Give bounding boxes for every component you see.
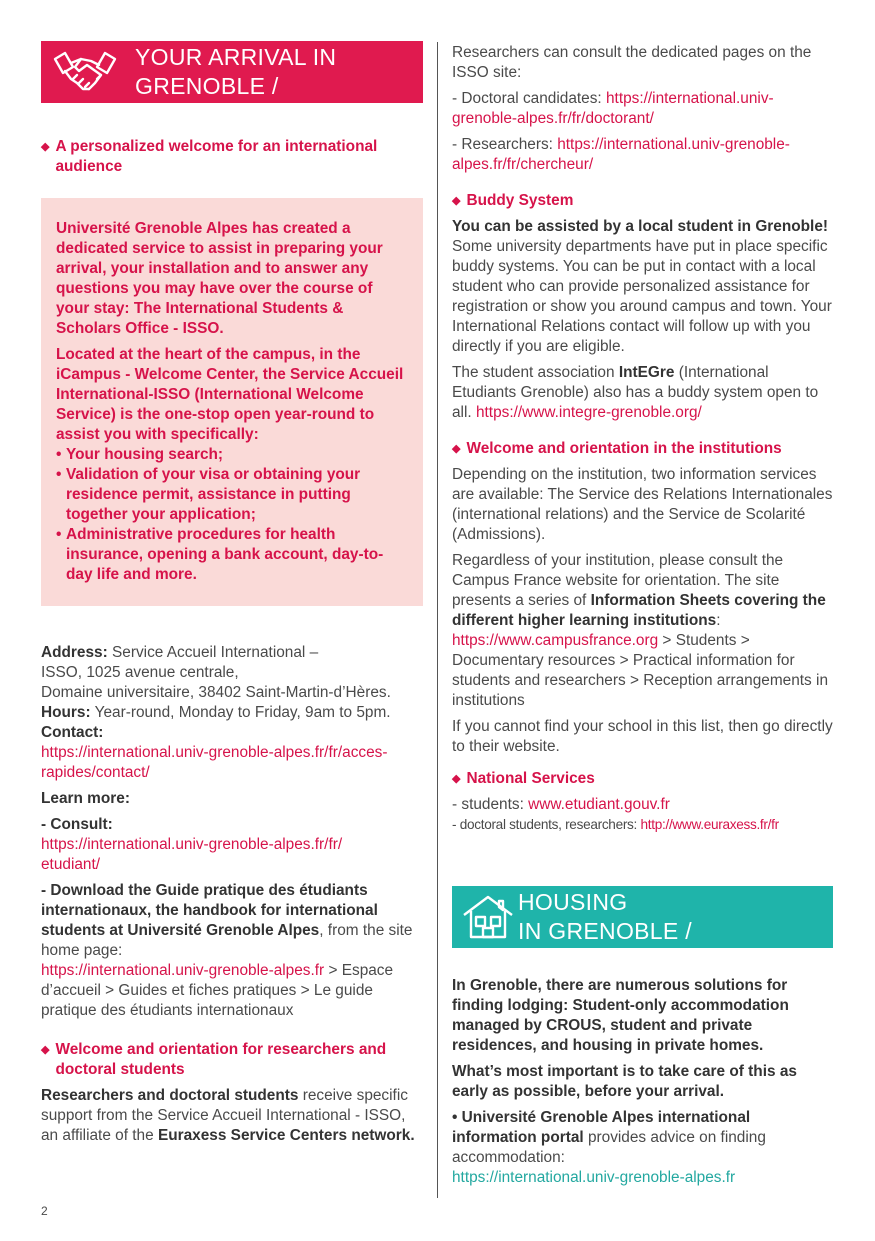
learn-more-label: Learn more: — [41, 790, 130, 807]
arrival-banner — [41, 41, 423, 103]
integre-text: The student association IntEGre (International Etudiants Grenoble) also has a buddy system open to all. https://www.integre-grenoble.org/ — [452, 364, 819, 421]
column-divider — [437, 42, 438, 1198]
heading-buddy-system: ◆ Buddy System — [452, 192, 574, 209]
box-paragraph-2: Located at the heart of the campus, in the iCampus - Welcome Center, the Service Accueil International-ISSO (International Welcome Service) is the one-stop open year-round to assist you with specifically: — [56, 346, 404, 443]
school-text: If you cannot find your school in this list, then go directly to their website. — [452, 718, 833, 755]
doctorant-link[interactable]: https://international.univ- grenoble-alpes.fr/fr/doctorant/ — [452, 90, 774, 127]
guide-link[interactable]: https://international.univ-grenoble-alpes.fr — [41, 962, 325, 979]
box-bullet-1: • Your housing search; — [56, 446, 224, 463]
housing-paragraph-1: In Grenoble, there are numerous solutions for finding lodging: Student-only accommodation managed by CROUS, student and private residences, and housing in private homes. — [452, 977, 789, 1054]
buddy-text: You can be assisted by a local student in Grenoble! Some university departments have put in place specific buddy systems. You can be put in contact with a local student who can provide personalized assistance for registration or show you around campus and town. Your International Relations contact will follow up with you directly if you are eligible. — [452, 218, 832, 355]
housing-title-line2: IN GRENOBLE / — [518, 918, 692, 944]
integre-link[interactable]: https://www.integre-grenoble.org/ — [475, 404, 702, 421]
contact-label: Contact: — [41, 724, 104, 741]
housing-banner — [452, 886, 833, 948]
housing-paragraph-2: What’s most important is to take care of this as early as possible, before your arrival. — [452, 1063, 797, 1100]
campusfrance-link[interactable]: https://www.campusfrance.org — [452, 632, 659, 649]
isso-info-box — [41, 198, 423, 606]
address-block: Address: Service Accueil International – ISSO, 1025 avenue centrale, Domaine universitaire, 38402 Saint-Martin-d’Hères. Hours: Year-round, Monday to Friday, 9am to 5pm. Contact: https://international.univ-grenoble-alpes.fr/fr/acces- rapides/contact/ — [41, 644, 391, 781]
doctoral-line: - doctoral students, researchers: http://www.euraxess.fr/fr — [452, 817, 779, 832]
consult-label: - Consult: — [41, 816, 113, 833]
isso-intro: Researchers can consult the dedicated pages on the ISSO site: — [452, 44, 812, 81]
researchers-text: Researchers and doctoral students receive specific support from the Service Accueil International - ISSO, an affiliate of the Euraxess Service Centers network. — [41, 1087, 415, 1144]
students-line: - students: www.etudiant.gouv.fr — [452, 796, 670, 813]
heading-national-services: ◆ National Services — [452, 770, 595, 787]
portal-text: • Université Grenoble Alpes international information portal provides advice on finding accommodation: https://international.univ-grenoble-alpes.fr — [452, 1109, 766, 1186]
campus-france-text: Regardless of your institution, please consult the Campus France website for orientation. The site presents a series of Information Sheets covering the different higher learning institutions: https://www.campusfrance.org > Students > Documentary resources > Practical information for students and researchers > Reception arrangements in institutions — [452, 552, 829, 709]
housing-title-line1: HOUSING — [518, 889, 628, 915]
box-bullet-2: • Validation of your visa or obtaining your residence permit, assistance in putting together your application; — [56, 466, 361, 523]
contact-link[interactable]: https://international.univ-grenoble-alpes.fr/fr/acces- rapides/contact/ — [41, 744, 388, 781]
etudiant-link[interactable]: www.etudiant.gouv.fr — [528, 796, 670, 813]
handshake-icon — [49, 46, 121, 98]
researchers-line: - Researchers: https://international.univ-grenoble- alpes.fr/fr/chercheur/ — [452, 136, 790, 173]
box-bullet-3: • Administrative procedures for health insurance, opening a bank account, day-to-day life and more. — [56, 526, 384, 583]
download-guide-text: - Download the Guide pratique des étudiants internationaux, the handbook for international students at Université Grenoble Alpes, from the site home page: https://international.univ-grenoble-alpes.fr > Espace d’accueil > Guides et fiches pratiques > Le guide pratique des étudiants internationaux — [41, 882, 413, 1019]
house-icon — [458, 891, 518, 943]
page-number: 2 — [41, 1204, 48, 1218]
banner-title-line2: GRENOBLE / — [135, 73, 279, 99]
doctoral-candidates-line: - Doctoral candidates: https://international.univ- grenoble-alpes.fr/fr/doctorant/ — [452, 90, 774, 127]
box-paragraph-1: Université Grenoble Alpes has created a dedicated service to assist in preparing your arrival, your installation and to answer any questions you may have over the course of your stay: The International Students & Scholars Office - ISSO. — [56, 220, 383, 337]
banner-title-line1: YOUR ARRIVAL IN — [135, 44, 337, 70]
chercheur-link[interactable]: https://international.univ-grenoble- alpes.fr/fr/chercheur/ — [452, 136, 790, 173]
heading-welcome-institutions: ◆ Welcome and orientation in the institutions — [452, 440, 782, 457]
heading-researchers: ◆ Welcome and orientation for researchers and doctoral students — [41, 1041, 387, 1078]
heading-personalized-welcome: ◆ A personalized welcome for an international audience — [41, 138, 378, 175]
euraxess-link[interactable]: http://www.euraxess.fr/fr — [640, 817, 779, 832]
welcome-text: Depending on the institution, two information services are available: The Service des Relations Internationales (international relations) and the Service de Scolarité (Admissions). — [452, 466, 833, 543]
portal-link[interactable]: https://international.univ-grenoble-alpes.fr — [452, 1169, 736, 1186]
consult-link[interactable]: https://international.univ-grenoble-alpes.fr/fr/ etudiant/ — [41, 836, 343, 873]
